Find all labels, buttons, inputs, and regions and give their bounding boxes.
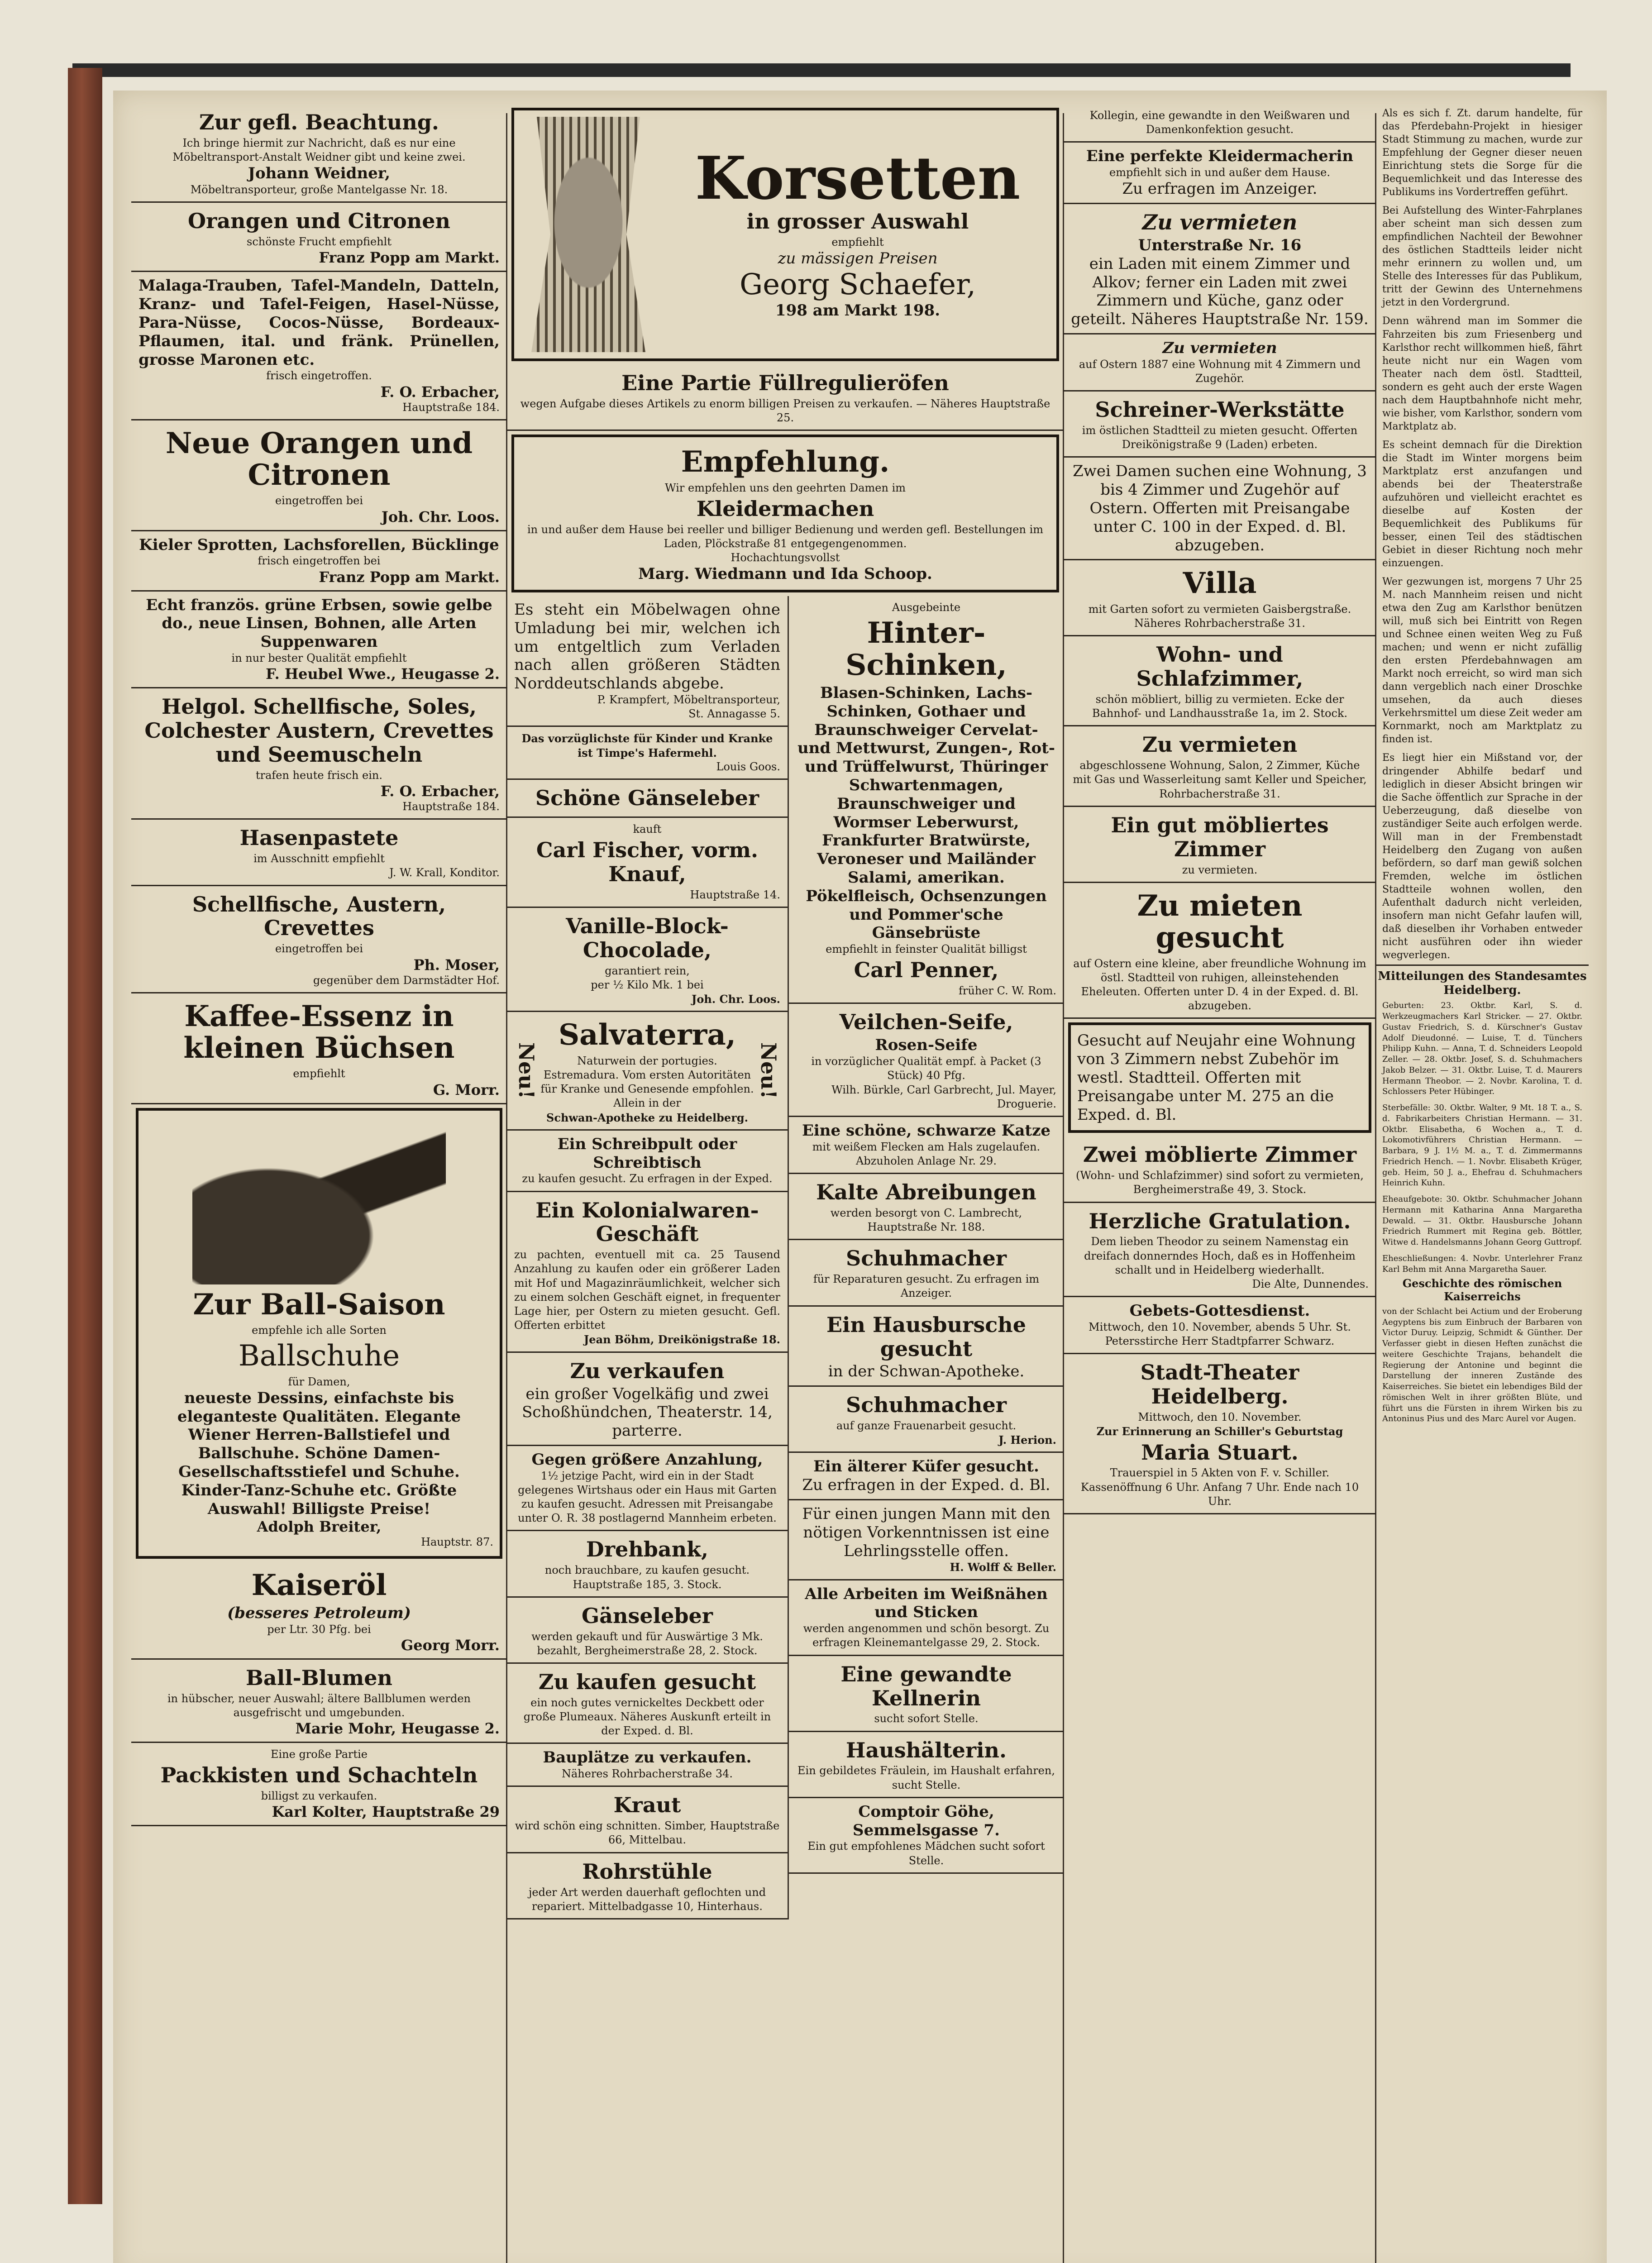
ad-body: garantiert rein, bbox=[605, 964, 690, 977]
ad-sub: per ½ Kilo Mk. 1 bei bbox=[591, 979, 704, 992]
book-cover-edge bbox=[72, 63, 1571, 77]
ad-body: für Reparaturen gesucht. Zu erfragen im Anzeiger. bbox=[813, 1273, 1040, 1300]
ad-side-label: Neu! bbox=[756, 1042, 781, 1099]
ad-moser bbox=[131, 886, 507, 993]
ad-kuefer bbox=[789, 1453, 1064, 1500]
ad-title: Ein Schreibpult oder Schreibtisch bbox=[557, 1135, 737, 1172]
editorial-paragraph: Bei Aufstellung des Winter-Fahrplanes aber scheint man sich dessen zum empfindlichen Nachteil der Bewohner des östlichen Stadtteils leider nicht mehr erinnern zu wollen und, um Stelle des Interesses für das Publikum, tritt der Gewinn des Unternehmens jetzt in den Vordergrund. bbox=[1382, 205, 1582, 309]
ad-title: Ein Hausbursche gesucht bbox=[826, 1312, 1027, 1361]
book-binding bbox=[68, 68, 102, 2204]
ad-body: jeder Art werden dauerhaft geflochten und repariert. Mittelbadgasse 10, Hinterhaus. bbox=[528, 1886, 766, 1913]
ad-title: Ein gut möbliertes Zimmer bbox=[1111, 812, 1329, 861]
ad-comptoir bbox=[789, 1798, 1064, 1874]
ad-title: Kaffee-Essenz in kleinen Büchsen bbox=[183, 999, 455, 1065]
ad-title: Salvaterra, bbox=[558, 1018, 736, 1052]
ad-address: früher C. W. Rom. bbox=[959, 984, 1056, 998]
ad-body: werden angenommen und schön besorgt. Zu erfragen Kleinemantelgasse 29, 2. Stock. bbox=[803, 1622, 1050, 1649]
ad-malaga bbox=[131, 272, 507, 420]
ad-body: Kollegin, eine gewandte in den Weißwaren und Damenkonfektion gesucht. bbox=[1089, 109, 1350, 136]
ad-sub: Zur Erinnerung an Schiller's Geburtstag bbox=[1096, 1425, 1343, 1438]
ad-title: Empfehlung. bbox=[681, 445, 890, 479]
standesamt-banns: Eheaufgebote: 30. Oktbr. Schuhmacher Johann Hermann mit Katharina Anna Margaretha Dewald. — 31. Oktbr. Hausbursche Johann Friedrich Rummert mit Regina geb. Böttler, Witwe d. Handelsmanns Johann Georg Guttropf. bbox=[1382, 1194, 1582, 1247]
ad-body: im östlichen Stadtteil zu mieten gesucht. Offerten Dreikönigstraße 9 (Laden) erbeten. bbox=[1082, 424, 1358, 451]
ad-body: empfiehlt sich in und außer dem Hause. bbox=[1109, 166, 1331, 179]
ad-body: Echt französ. grüne Erbsen, sowie gelbe do., neue Linsen, Bohnen, alle Arten Suppenwaren bbox=[146, 596, 492, 651]
ad-body: Es steht ein Möbelwagen ohne Umladung bei mir, welchen ich um entgeltlich zum Verladen nach allen größeren Städten Norddeutschlands abgebe. bbox=[514, 601, 780, 693]
ad-title: Villa bbox=[1183, 566, 1257, 601]
ad-fuellregulier bbox=[507, 365, 1064, 431]
standesamt-deaths: Sterbefälle: 30. Oktbr. Walter, 9 Mt. 18 T. a., S. d. Fabrikarbeiters Christian Hermann. — 31. Oktbr. Elisabetha, 6 Wochen a., T. d. Lokomotivführers Christian Hermann. — Barbara, 9 J. 1½ M. a., T. d. Zimmermanns Friedrich Hench. — 1. Novbr. Elisabeth Krüger, geb. Heim, 50 J. a., Ehefrau d. Schuhmachers Heinrich Kuhn. bbox=[1382, 1103, 1582, 1188]
ad-signature: Joh. Chr. Loos. bbox=[692, 993, 780, 1006]
ad-title: Veilchen-Seife, bbox=[839, 1010, 1013, 1035]
ad-sub: empfiehlt bbox=[293, 1067, 345, 1080]
ad-title: Zu vermieten bbox=[1142, 210, 1298, 235]
ad-sub: Ausgebeinte bbox=[892, 601, 961, 614]
ad-title: Hinter-Schinken, bbox=[845, 616, 1007, 682]
ad-neue-orangen bbox=[131, 420, 507, 531]
ad-moebelwagen bbox=[507, 596, 788, 727]
ad-body: werden gekauft und für Auswärtige 3 Mk. bezahlt, Bergheimerstraße 28, 2. Stock. bbox=[531, 1630, 763, 1657]
ad-title: Herzliche Gratulation. bbox=[1089, 1208, 1351, 1233]
ad-haushaelterin bbox=[789, 1732, 1064, 1798]
ad-title: Eine gewandte Kellnerin bbox=[840, 1661, 1012, 1710]
ad-title: Orangen und Citronen bbox=[188, 209, 450, 234]
ad-title: Zwei möblierte Zimmer bbox=[1083, 1142, 1357, 1167]
ad-salvaterra bbox=[507, 1012, 788, 1130]
standesamt-marriages: Eheschließungen: 4. Novbr. Unterlehrer Franz Karl Behm mit Anna Margaretha Sauer. bbox=[1382, 1253, 1582, 1274]
column-4-editorial bbox=[1376, 104, 1589, 2263]
ad-body: ein großer Vogelkäfig und zwei Schoßhündchen, Theaterstr. 14, parterre. bbox=[522, 1385, 773, 1440]
review-heading: Geschichte des römischen Kaiserreichs bbox=[1402, 1277, 1562, 1303]
ad-signature: F. Heubel Wwe., Heugasse 2. bbox=[266, 665, 500, 683]
ad-body: 1½ jetzige Pacht, wird ein in der Stadt gelegenes Wirtshaus oder ein Haus mit Garten zu kaufen gesucht. Adressen mit Preisangabe unter O. R. 38 postlagernd Mannheim erbeten. bbox=[518, 1469, 777, 1525]
ad-signature: Die Alte, Dunnendes. bbox=[1252, 1278, 1369, 1291]
subcolumn-right bbox=[789, 596, 1064, 1919]
ad-body: ein Laden mit einem Zimmer und Alkov; ferner ein Laden mit zwei Zimmern und Küche, ganz oder geteilt. Näheres Hauptstraße Nr. 159. bbox=[1071, 254, 1369, 329]
ad-signature: H. Wolff & Beller. bbox=[950, 1561, 1056, 1574]
ad-body: auf ganze Frauenarbeit gesucht. bbox=[836, 1419, 1017, 1432]
ad-title: Packkisten und Schachteln bbox=[160, 1763, 478, 1788]
ad-mieten-gesucht bbox=[1064, 883, 1376, 1019]
ad-gottesdienst bbox=[1064, 1297, 1376, 1354]
ad-body: Blasen-Schinken, Lachs-Schinken, Gothaer und Braunschweiger Cervelat- und Mettwurst, Zungen-, Rot- und Trüffelwurst, Thüringer Schwartenmagen, Braunschweiger und Wormser Leberwurst, Frankfurter Bratwürste, Veroneser und Mailänder Salami, amerikan. Pökelfleisch, Ochsenzungen und Pommer'sche Gänsebrüste bbox=[797, 684, 1055, 942]
ad-body: zu vermieten. bbox=[1182, 863, 1258, 876]
ad-signature: F. O. Erbacher, bbox=[380, 383, 500, 401]
ad-title: Vanille-Block-Chocolade, bbox=[566, 914, 729, 962]
ad-bauplaetze bbox=[507, 1744, 788, 1787]
ad-title: Schöne Gänseleber bbox=[535, 786, 759, 811]
ad-body: Ein gebildetes Fräulein, im Haushalt erfahren, sucht Stelle. bbox=[797, 1764, 1055, 1791]
ad-sig-intro: Hochachtungsvollst bbox=[731, 551, 840, 564]
ad-body2: in und außer dem Hause bei reeller und billiger Bedienung und werden gefl. Bestellungen im Laden, Plöckstraße 81 entgegengenommen. bbox=[527, 523, 1044, 550]
ad-body: Gesucht auf Neujahr eine Wohnung von 3 Zimmern nebst Zubehör im westl. Stadtteil. Offerten mit Preisangabe unter M. 275 an die Exped. d. Bl. bbox=[1077, 1031, 1356, 1124]
ad-beachtung bbox=[131, 104, 507, 203]
ad-title: Schreiner-Werkstätte bbox=[1095, 397, 1345, 422]
editorial-paragraph: Es liegt hier ein Mißstand vor, der dringender Abhilfe bedarf und lediglich in dieser Absicht bringen wir die Sache öffentlich zur Sprache in der Ueberzeugung, daß dieselbe von zuständiger Seite auch erfolgen werde. Will man in der Frembenstadt Heidelberg den Zugang von außen befördern, so darf man gewiß solchen Fremden, welche im östlichen Stadtteile wohnen wollen, den Aufenthalt dadurch nicht verleiden, insofern man nicht Gefahr laufen will, daß dieselben ihr Vorhaben entweder nicht ausführen oder ihn wieder wegverlegen. bbox=[1382, 752, 1582, 961]
ad-body: zu pachten, eventuell mit ca. 25 Tausend Anzahlung zu kaufen oder ein größerer Laden mit Hof und Magazinräumlichkeit, welcher sich zu einem solchen Geschäft eignet, in frequenter Lage hier, per Ostern zu mieten gesucht. Gefl. Offerten erbittet bbox=[514, 1248, 780, 1332]
ad-title: Schuhmacher bbox=[846, 1393, 1007, 1418]
ad-sub: Zu erfragen im Anzeiger. bbox=[1122, 180, 1318, 198]
ad-headline: Kleidermachen bbox=[696, 496, 874, 521]
column-2 bbox=[507, 104, 1064, 2263]
ad-schwarzkatze bbox=[789, 1117, 1064, 1174]
ad-title: Kraut bbox=[613, 1793, 681, 1818]
ad-signature: Ph. Moser, bbox=[413, 956, 500, 974]
ad-title: Schellfische, Austern, Crevettes bbox=[192, 892, 446, 941]
ad-address: gegenüber dem Darmstädter Hof. bbox=[313, 974, 500, 987]
ad-kellnerin bbox=[789, 1656, 1064, 1732]
ad-title: Eine perfekte Kleidermacherin bbox=[1086, 147, 1354, 166]
ad-body: Ein gut empfohlenes Mädchen sucht sofort Stelle. bbox=[807, 1840, 1045, 1867]
ad-title: Comptoir Göhe, Semmelsgasse 7. bbox=[853, 1802, 1000, 1839]
ad-title: Ein älterer Küfer gesucht. bbox=[813, 1457, 1039, 1476]
ad-zwei-damen bbox=[1064, 458, 1376, 560]
ad-body: auf Ostern eine kleine, aber freundliche Wohnung im östl. Stadtteil von ruhigen, alleinstehenden Eheleuten. Offerten unter D. 4 in der Exped. d. Bl. abzugeben. bbox=[1073, 957, 1366, 1012]
ad-empfehlung bbox=[511, 434, 1059, 592]
ad-kaffee bbox=[131, 993, 507, 1104]
ad-signature: Marie Mohr, Heugasse 2. bbox=[295, 1720, 500, 1738]
ad-signature: Franz Popp am Markt. bbox=[319, 249, 500, 267]
ad-title: Rohrstühle bbox=[582, 1859, 712, 1884]
ad-signature: Schwan-Apotheke zu Heidelberg. bbox=[546, 1111, 748, 1124]
ad-body: mit weißem Flecken am Hals zugelaufen. Abzuholen Anlage Nr. 29. bbox=[812, 1140, 1041, 1167]
ad-title: Stadt-Theater Heidelberg. bbox=[1140, 1360, 1299, 1409]
ad-title: Zu vermieten bbox=[1142, 732, 1298, 757]
ad-title: Drehbank, bbox=[586, 1537, 709, 1562]
subcolumn-left bbox=[507, 596, 789, 1919]
ad-kaiseroel bbox=[131, 1562, 507, 1660]
ad-sub: Unterstraße Nr. 16 bbox=[1138, 236, 1302, 255]
ad-signature: Georg Morr. bbox=[401, 1636, 500, 1654]
ad-vermieten-2 bbox=[1064, 334, 1376, 391]
ad-hausbursche bbox=[789, 1307, 1064, 1387]
ad-erbsen bbox=[131, 592, 507, 689]
ad-body2: Trauerspiel in 5 Akten von F. v. Schiller. Kassenöffnung 6 Uhr. Anfang 7 Uhr. Ende nach 10 Uhr. bbox=[1080, 1466, 1359, 1508]
ad-title: Kaiseröl bbox=[251, 1568, 387, 1602]
ad-korsetten bbox=[511, 108, 1059, 361]
ad-headline: Ballschuhe bbox=[238, 1339, 400, 1373]
ad-sub: eingetroffen bei bbox=[275, 494, 363, 507]
ad-packkisten bbox=[131, 1743, 507, 1826]
ad-orangen bbox=[131, 203, 507, 272]
ad-body: noch brauchbare, zu kaufen gesucht. Hauptstraße 185, 3. Stock. bbox=[544, 1564, 750, 1591]
ad-address: Hauptstr. 87. bbox=[421, 1536, 493, 1549]
ad-kraut bbox=[507, 1787, 788, 1853]
ad-sub: frisch eingetroffen. bbox=[266, 369, 372, 382]
ad-schuhmacher-1 bbox=[789, 1240, 1064, 1306]
ad-signature: Johann Weidner, bbox=[248, 164, 391, 183]
ad-body: Naturwein der portugies. Estremadura. Vom ersten Autoritäten für Kranke und Genesende empfohlen. Allein in der bbox=[540, 1054, 754, 1110]
ad-title: Gebets-Gottesdienst. bbox=[1129, 1302, 1310, 1320]
ad-title: Gegen größere Anzahlung, bbox=[531, 1450, 763, 1469]
ad-body: Zu erfragen in der Exped. d. Bl. bbox=[802, 1476, 1050, 1494]
ad-sub: frisch eingetroffen bei bbox=[258, 554, 381, 568]
ad-body: Malaga-Trauben, Tafel-Mandeln, Datteln, Kranz- und Tafel-Feigen, Hasel-Nüsse, Para-Nüsse, Cocos-Nüsse, Bordeaux-Pflaumen, ital. und fränk. Prünellen, grosse Maronen etc. bbox=[138, 277, 500, 369]
ad-sub2: für Damen, bbox=[288, 1375, 350, 1388]
ad-title: Eine Partie Füllregulieröfen bbox=[621, 371, 949, 395]
ad-address: Hauptstraße 184. bbox=[402, 800, 500, 813]
ad-signature: Louis Goos. bbox=[716, 760, 780, 773]
ad-signature: Marg. Wiedmann und Ida Schoop. bbox=[638, 565, 932, 583]
ad-verkaufen bbox=[507, 1353, 788, 1446]
ad-signature: J. W. Krall, Konditor. bbox=[389, 866, 500, 879]
ad-signature: Franz Popp am Markt. bbox=[319, 568, 500, 586]
ad-title: Korsetten bbox=[695, 143, 1021, 213]
ad-rohrstuehle bbox=[507, 1853, 788, 1919]
ad-signature: J. Herion. bbox=[998, 1433, 1056, 1447]
ad-kaufen-gesucht bbox=[507, 1664, 788, 1744]
ad-chocolade bbox=[507, 908, 788, 1012]
ad-title: Ball-Blumen bbox=[246, 1665, 392, 1690]
ad-address: Hauptstraße 184. bbox=[402, 401, 500, 414]
ad-gaenseleber bbox=[507, 1598, 788, 1664]
ad-gaensel bbox=[507, 780, 788, 818]
ad-body: kauft bbox=[633, 822, 662, 835]
ad-schreibpult bbox=[507, 1131, 788, 1192]
ad-signature: Carl Fischer, vorm. Knauf, bbox=[536, 838, 759, 886]
ad-title: Zu vermieten bbox=[1162, 339, 1277, 358]
ad-signature: Joh. Chr. Loos. bbox=[381, 508, 500, 525]
ad-moebliertes-zimmer bbox=[1064, 807, 1376, 883]
editorial-paragraph: Denn während man im Sommer die Fahrzeiten bis zum Friesenberg und Karlsthor recht willkommen hieß, fährt heute nicht nur ein Wagen vom Theater nach dem östl. Stadtteil, sondern es geht auch der erste Wagen nach dem Hauptbahnhofe nicht mehr, wie bisher, vom Karlsthor, sondern vom Marktplatz ab. bbox=[1382, 315, 1582, 432]
ad-ballsaison bbox=[136, 1108, 502, 1559]
ad-sub: in nur bester Qualität empfiehlt bbox=[231, 652, 407, 665]
ad-title: Helgol. Schellfische, Soles, Colchester Austern, Crevettes und Seemuscheln bbox=[144, 694, 494, 767]
ballschuh-illustration bbox=[192, 1122, 446, 1284]
ad-sub: Möbeltransporteur, große Mantelgasse Nr. 18. bbox=[190, 183, 448, 196]
ad-address: 198 am Markt 198. bbox=[775, 301, 941, 320]
ad-body: sucht sofort Stelle. bbox=[874, 1712, 979, 1725]
ad-sub: eingetroffen bei bbox=[275, 942, 363, 955]
ad-veilchen bbox=[789, 1004, 1064, 1117]
ad-hafermehl bbox=[507, 727, 788, 780]
column-1 bbox=[131, 104, 507, 2263]
ad-sub: Rosen-Seife bbox=[875, 1036, 978, 1055]
ad-body: werden besorgt von C. Lambrecht, Hauptstraße Nr. 188. bbox=[830, 1206, 1022, 1234]
ad-title: Alle Arbeiten im Weißnähen und Sticken bbox=[805, 1585, 1048, 1622]
ad-signature: Carl Penner, bbox=[854, 958, 999, 983]
ad-body2: zu mässigen Preisen bbox=[778, 249, 938, 268]
ad-body: Mittwoch, den 10. November. bbox=[1138, 1411, 1302, 1424]
ad-schellfische bbox=[131, 688, 507, 820]
ad-signature: Karl Kolter, Hauptstraße 29 bbox=[272, 1803, 500, 1821]
ad-sub2: empfiehlt in feinster Qualität billigst bbox=[826, 943, 1027, 956]
standesamt-heading: Mitteilungen des Standesamtes Heidelberg. bbox=[1376, 964, 1589, 998]
editorial-paragraph: Es scheint demnach für die Direktion die Stadt im Winter morgens beim Marktplatz erst anzufangen und abends bei der Theaterstraße aufzuhören und vielleicht erachtet es dieselbe auf Kosten der Bequemlichkeit des Publikums für besser, einen Teil des städtischen Gebiet in dieser Richtung noch mehr einzuengen. bbox=[1382, 439, 1582, 569]
ad-schuhmacher-2 bbox=[789, 1387, 1064, 1453]
ad-body: schönste Frucht empfiehlt bbox=[247, 235, 392, 248]
ad-title: Ein Kolonialwaren-Geschäft bbox=[535, 1198, 759, 1246]
ad-body: Dem lieben Theodor zu seinem Namenstag ein dreifach donnerndes Hoch, daß es in Hoffenheim schallt und in Heidelberg wiederhallt. bbox=[1084, 1235, 1356, 1276]
ad-title: Neue Orangen und Citronen bbox=[165, 426, 473, 492]
ad-neujahr bbox=[1068, 1022, 1371, 1133]
column-3 bbox=[1064, 104, 1376, 2263]
ad-signature: Adolph Breiter, bbox=[257, 1518, 382, 1536]
ad-sub: (besseres Petroleum) bbox=[227, 1604, 411, 1622]
ad-body: in vorzüglicher Qualität empf. à Packet (3 Stück) 40 Pfg. bbox=[811, 1055, 1041, 1082]
ad-title: Schuhmacher bbox=[846, 1246, 1007, 1271]
ad-body: Näheres Rohrbacherstraße 34. bbox=[561, 1767, 733, 1781]
ad-body: per Ltr. 30 Pfg. bei bbox=[267, 1623, 371, 1636]
ad-hasenpastete bbox=[131, 820, 507, 886]
ad-body: mit Garten sofort zu vermieten Gaisbergstraße. Näheres Rohrbacherstraße 31. bbox=[1088, 602, 1351, 630]
ad-body: in der Schwan-Apotheke. bbox=[828, 1362, 1025, 1381]
ad-vermieten-3 bbox=[1064, 726, 1376, 807]
ad-title: Eine schöne, schwarze Katze bbox=[802, 1121, 1051, 1140]
ad-body: abgeschlossene Wohnung, Salon, 2 Zimmer, Küche mit Gas und Wasserleitung samt Keller und Speicher, Rohrbacherstraße 31. bbox=[1073, 759, 1367, 800]
ad-headline: Maria Stuart. bbox=[1141, 1440, 1299, 1465]
ad-body: Kieler Sprotten, Lachsforellen, Bücklinge bbox=[139, 535, 499, 554]
ad-body: ein noch gutes vernickeltes Deckbett oder große Plumeaux. Näheres Auskunft erteilt in der Exped. d. Bl. bbox=[523, 1696, 771, 1738]
ad-title: Bauplätze zu verkaufen. bbox=[543, 1748, 752, 1767]
ad-signature: F. O. Erbacher, bbox=[380, 783, 500, 800]
ad-vermieten-1 bbox=[1064, 204, 1376, 334]
ad-gratulation bbox=[1064, 1203, 1376, 1298]
ad-title: Zu verkaufen bbox=[570, 1358, 725, 1383]
ad-title: Zu kaufen gesucht bbox=[538, 1669, 756, 1694]
ad-title: Wohn- und Schlafzimmer, bbox=[1136, 642, 1303, 691]
ad-ballblumen bbox=[131, 1660, 507, 1743]
ad-title: Kalte Abreibungen bbox=[816, 1180, 1036, 1205]
standesamt-births: Geburten: 23. Oktbr. Karl, S. d. Werkzeugmachers Karl Stricker. — 27. Oktbr. Gustav Friedrich, S. d. Kürschner's Gustav Adolf Dieudonné. — Luise, T. d. Tünchers Philipp Kuhn. — Anna, T. d. Schneiders Leopold Zeller. — 28. Oktbr. Josef, S. d. Schuhmachers Jakob Belzer. — 31. Oktbr. Luise, T. d. Maurers Hermann Theobor. — 2. Novbr. Karolina, T. d. Schlossers Peter Hübinger. bbox=[1382, 1001, 1582, 1097]
ad-body: in hübscher, neuer Auswahl; ältere Ballblumen werden ausgefrischt und umgebunden. bbox=[167, 1692, 471, 1719]
ad-junger-mann bbox=[789, 1500, 1064, 1580]
ad-title: Gänseleber bbox=[581, 1603, 713, 1628]
ad-sub: empfehle ich alle Sorten bbox=[252, 1324, 387, 1337]
ad-theater bbox=[1064, 1354, 1376, 1514]
corset-illustration bbox=[520, 117, 656, 352]
ad-title: Hasenpastete bbox=[239, 826, 399, 850]
ad-address: St. Annagasse 5. bbox=[688, 707, 780, 721]
ad-anzahlung bbox=[507, 1446, 788, 1532]
ad-zwei-zimmer bbox=[1064, 1136, 1376, 1203]
editorial-paragraph: Als es sich f. Zt. darum handelte, für das Pferdebahn-Projekt in hiesiger Stadt Stimmung zu machen, wurde zur Empfehlung der Gegner dieser neuen Einrichtung stets die Sorge für die Bequemlichkeit und das Interesse des Publikums ins Vordertreffen geführt. bbox=[1382, 108, 1582, 198]
ad-body: Wir empfehlen uns den geehrten Damen im bbox=[664, 481, 906, 494]
ad-body: Das vorzüglichste für Kinder und Kranke ist Timpe's Hafermehl. bbox=[521, 732, 773, 759]
ad-body: im Ausschnitt empfiehlt bbox=[253, 852, 385, 865]
ad-sub: in grosser Auswahl bbox=[746, 209, 969, 234]
ad-body: wegen Aufgabe dieses Artikels zu enorm billigen Preisen zu verkaufen. — Näheres Hauptstraße 25. bbox=[520, 397, 1050, 425]
ad-signature: Jean Böhm, Dreikönigstraße 18. bbox=[583, 1333, 780, 1346]
ad-drehbank bbox=[507, 1531, 788, 1597]
ad-body: wird schön eing schnitten. Simber, Hauptstraße 66, Mittelbau. bbox=[515, 1819, 780, 1847]
ad-title: Zu mieten gesucht bbox=[1137, 888, 1303, 955]
ad-signature: G. Morr. bbox=[433, 1081, 500, 1098]
ad-signature: Georg Schaefer, bbox=[740, 268, 976, 302]
ad-body: zu kaufen gesucht. Zu erfragen in der Exped. bbox=[522, 1172, 773, 1185]
ad-schreinerwerkstaette bbox=[1064, 391, 1376, 458]
ad-signature: Wilh. Bürkle, Carl Garbrecht, Jul. Mayer, Droguerie. bbox=[831, 1083, 1056, 1110]
ad-body: Für einen jungen Mann mit den nötigen Vorkenntnissen ist eine Lehrlingsstelle offen. bbox=[802, 1505, 1050, 1560]
ad-villa bbox=[1064, 560, 1376, 636]
ad-body: auf Ostern 1887 eine Wohnung mit 4 Zimmern und Zugehör. bbox=[1079, 358, 1361, 385]
ad-kalte-abreibungen bbox=[789, 1174, 1064, 1240]
ad-wohnzimmer bbox=[1064, 636, 1376, 726]
ad-body: Ich bringe hiermit zur Nachricht, daß es nur eine Möbeltransport-Anstalt Weidner gibt und keine zwei. bbox=[172, 136, 466, 164]
review-text: von der Schlacht bei Actium und der Eroberung Aegyptens bis zum Einbruch der Barbaren von Victor Duruy. Leipzig, Schmidt & Günther. Der Verfasser giebt in diesen Heften zunächst die weitere Geschichte Trajans, behandelt die Regierung der Antonine und beginnt die Darstellung der inneren Zustände des Kaiserreiches. Sie bietet ein lebendiges Bild der römischen Welt in ihrer größten Blüte, und führt uns die Fürsten in ihrem Wirken bis zu Antoninus Pius und des Marc Aurel vor Augen. bbox=[1382, 1306, 1582, 1424]
ad-body: schön möbliert, billig zu vermieten. Ecke der Bahnhof- und Landhausstraße 1a, im 2. Stock. bbox=[1092, 693, 1348, 720]
ad-title: Zur Ball-Saison bbox=[193, 1287, 445, 1322]
ad-body: Zwei Damen suchen eine Wohnung, 3 bis 4 Zimmer und Zugehör auf Ostern. Offerten mit Preisangabe unter C. 100 in der Exped. d. Bl. abzugeben. bbox=[1073, 462, 1367, 554]
ad-body: Mittwoch, den 10. November, abends 5 Uhr. St. Petersstirche Herr Stadtpfarrer Schwarz. bbox=[1089, 1321, 1351, 1348]
ad-sub: Eine große Partie bbox=[270, 1748, 368, 1761]
ad-kollegin bbox=[1064, 104, 1376, 143]
ad-body: billigst zu verkaufen. bbox=[261, 1790, 377, 1803]
ad-title: Haushälterin. bbox=[845, 1738, 1007, 1762]
editorial-paragraph: Wer gezwungen ist, morgens 7 Uhr 25 M. nach Mannheim reisen und nicht etwa den Zug am Karlsthor benützen will, muß sich bei Eintritt von Regen und Schnee einen weiten Weg zu Fuß machen; und wenn er nicht zufällig den ersten Pferdebahnwagen am Markt noch erreicht, so wird man sich dann vergeblich nach einer Droschke umsehen, da auch dieses Verkehrsmittel um diese Zeit weder am Kornmarkt, noch am Marktplatz zu finden ist. bbox=[1382, 576, 1582, 745]
ad-body: neueste Dessins, einfachste bis eleganteste Qualitäten. Elegante Wiener Herren-Ballstiefel und Ballschuhe. Schöne Damen-Gesellschaftsstiefel und Schuhe. Kinder-Tanz-Schuhe etc. Größte Auswahl! Billigste Preise! bbox=[177, 1389, 461, 1518]
ad-naehen bbox=[789, 1580, 1064, 1656]
ad-title: Zur gefl. Beachtung. bbox=[199, 110, 439, 134]
ad-kolonial bbox=[507, 1192, 788, 1353]
ad-body: empfiehlt bbox=[831, 236, 884, 249]
ad-fischer bbox=[507, 818, 788, 908]
ad-side-label: Neu! bbox=[514, 1042, 539, 1099]
ad-sub: trafen heute frisch ein. bbox=[255, 769, 383, 782]
ad-address: Hauptstraße 14. bbox=[690, 888, 780, 901]
ad-kleidermacherin bbox=[1064, 143, 1376, 204]
ad-schinken bbox=[789, 596, 1064, 1004]
ad-signature: P. Krampfert, Möbeltransporteur, bbox=[597, 693, 780, 707]
ad-body: (Wohn- und Schlafzimmer) sind sofort zu vermieten, Bergheimerstraße 49, 3. Stock. bbox=[1076, 1169, 1364, 1196]
ad-sprotten bbox=[131, 531, 507, 592]
